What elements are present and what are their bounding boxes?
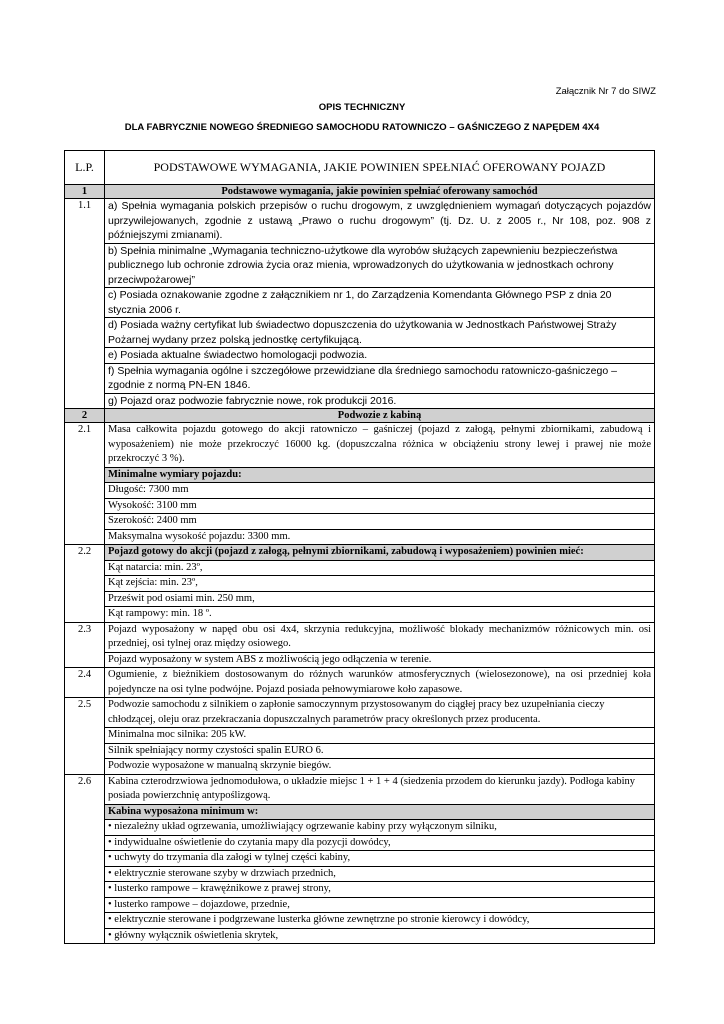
row-number: 2.6 xyxy=(65,774,105,944)
list-item xyxy=(65,820,655,836)
row-number: 1.1 xyxy=(65,199,105,409)
equipment-item: • lusterko rampowe – krawężnikowe z prawej strony, xyxy=(105,882,655,898)
requirement-cell: e) Posiada aktualne świadectwo homologacji podwozia. xyxy=(105,348,655,364)
table-row xyxy=(65,743,655,759)
requirement-cell: Długość: 7300 mm xyxy=(105,483,655,499)
list-item xyxy=(65,866,655,882)
requirement-cell: Masa całkowita pojazdu gotowego do akcji ratowniczo – gaśniczej (pojazd z załogą, pełnymi zbiornikami, zabudową i wyposażeniem) nie może przekroczyć 16000 kg. (dopuszczalna różnica w obciążeniu strony lewej i prawej nie może przekroczyć 3 %). xyxy=(105,423,655,468)
list-item xyxy=(65,897,655,913)
row-number: 2.4 xyxy=(65,668,105,698)
table-row xyxy=(65,622,655,652)
table-row xyxy=(65,804,655,820)
requirement-cell: a) Spełnia wymagania polskich przepisów o ruchu drogowym, z uwzględnieniem wymagań dotyczących pojazdów uprzywilejowanych, zgodnie z ustawą „Prawo o ruchu drogowym” (tj. Dz. U. z 2005 r., Nr 108, poz. 908 z późniejszymi zmianami). xyxy=(105,199,655,244)
list-item xyxy=(65,851,655,867)
table-row xyxy=(65,759,655,775)
requirement-cell: c) Posiada oznakowanie zgodne z załącznikiem nr 1, do Zarządzenia Komendanta Głównego PSP z dnia 20 stycznia 2006 r. xyxy=(105,288,655,318)
requirement-cell: Silnik spełniający normy czystości spalin EURO 6. xyxy=(105,743,655,759)
requirement-cell: d) Posiada ważny certyfikat lub świadectwo dopuszczenia do użytkowania w Jednostkach Państwowej Straży Pożarnej wydany przez polską jednostkę certyfikującą. xyxy=(105,318,655,348)
requirement-cell: Szerokość: 2400 mm xyxy=(105,514,655,530)
requirement-cell: Kąt natarcia: min. 23º, xyxy=(105,560,655,576)
table-header-row xyxy=(65,151,655,185)
table-row xyxy=(65,774,655,804)
row-number: 2.3 xyxy=(65,622,105,668)
table-row xyxy=(65,514,655,530)
table-row xyxy=(65,698,655,728)
subsection-title: Kabina wyposażona minimum w: xyxy=(105,804,655,820)
table-row xyxy=(65,652,655,668)
requirements-table xyxy=(64,150,655,944)
table-row xyxy=(65,243,655,288)
requirement-cell: Kąt zejścia: min. 23º, xyxy=(105,576,655,592)
row-number: 2.1 xyxy=(65,423,105,545)
table-row xyxy=(65,576,655,592)
table-row xyxy=(65,560,655,576)
column-requirements-header: PODSTAWOWE WYMAGANIA, JAKIE POWINIEN SPEŁNIAĆ OFEROWANY POJAZD xyxy=(105,151,655,185)
requirement-cell: Kąt rampowy: min. 18 º. xyxy=(105,607,655,623)
section-row xyxy=(65,409,655,423)
table-row xyxy=(65,483,655,499)
requirement-cell: g) Pojazd oraz podwozie fabrycznie nowe, rok produkcji 2016. xyxy=(105,393,655,409)
table-row xyxy=(65,348,655,364)
list-item xyxy=(65,913,655,929)
equipment-item: • niezależny układ ogrzewania, umożliwiający ogrzewanie kabiny przy wyłączonym silniku, xyxy=(105,820,655,836)
section-title: Podstawowe wymagania, jakie powinien spełniać oferowany samochód xyxy=(105,185,655,199)
requirement-cell: Minimalna moc silnika: 205 kW. xyxy=(105,728,655,744)
table-row xyxy=(65,423,655,468)
table-row xyxy=(65,467,655,483)
requirement-cell: Pojazd wyposażony w napęd obu osi 4x4, skrzynia redukcyjna, możliwość blokady mechanizmów różnicowych min. osi przedniej, osi tylnej oraz między osiowego. xyxy=(105,622,655,652)
requirement-cell: Kabina czterodrzwiowa jednomodułowa, o układzie miejsc 1 + 1 + 4 (siedzenia przodem do kierunku jazdy). Podłoga kabiny posiada powierzchnię antypoślizgową. xyxy=(105,774,655,804)
table-row xyxy=(65,728,655,744)
requirement-cell: Wysokość: 3100 mm xyxy=(105,498,655,514)
table-row xyxy=(65,545,655,561)
row-number: 2.2 xyxy=(65,545,105,623)
requirement-cell: Podwozie samochodu z silnikiem o zapłonie samoczynnym przystosowanym do ciągłej pracy bez uzupełniania cieczy chłodzącej, oleju oraz przekraczania dopuszczalnych parametrów pracy określonych przez producenta. xyxy=(105,698,655,728)
equipment-item: • elektrycznie sterowane i podgrzewane lusterka główne zewnętrzne po stronie kierowcy i dowódcy, xyxy=(105,913,655,929)
table-row xyxy=(65,393,655,409)
table-row xyxy=(65,288,655,318)
requirement-cell: Prześwit pod osiami min. 250 mm, xyxy=(105,591,655,607)
table-row xyxy=(65,529,655,545)
table-row xyxy=(65,668,655,698)
annex-label: Załącznik Nr 7 do SIWZ xyxy=(555,86,656,97)
table-row xyxy=(65,591,655,607)
section-title: Podwozie z kabiną xyxy=(105,409,655,423)
table-row xyxy=(65,318,655,348)
section-row xyxy=(65,185,655,199)
list-item xyxy=(65,835,655,851)
equipment-item: • lusterko rampowe – dojazdowe, przednie, xyxy=(105,897,655,913)
row-number: 2.5 xyxy=(65,698,105,775)
document-subtitle: DLA FABRYCZNIE NOWEGO ŚREDNIEGO SAMOCHODU RATOWNICZO – GAŚNICZEGO Z NAPĘDEM 4X4 xyxy=(124,122,600,133)
subsection-title: Minimalne wymiary pojazdu: xyxy=(105,467,655,483)
equipment-item: • uchwyty do trzymania dla załogi w tylnej części kabiny, xyxy=(105,851,655,867)
list-item xyxy=(65,928,655,944)
equipment-item: • indywidualne oświetlenie do czytania mapy dla pozycji dowódcy, xyxy=(105,835,655,851)
section-number: 2 xyxy=(65,409,105,423)
table-row xyxy=(65,199,655,244)
column-lp-header: L.P. xyxy=(65,151,105,185)
table-row xyxy=(65,607,655,623)
equipment-item: • elektrycznie sterowane szyby w drzwiach przednich, xyxy=(105,866,655,882)
requirement-cell: f) Spełnia wymagania ogólne i szczegółowe przewidziane dla średniego samochodu ratowniczo-gaśniczego – zgodnie z normą PN-EN 1846. xyxy=(105,363,655,393)
requirement-cell: Podwozie wyposażone w manualną skrzynie biegów. xyxy=(105,759,655,775)
table-row xyxy=(65,363,655,393)
table-row xyxy=(65,498,655,514)
document-title: OPIS TECHNICZNY xyxy=(318,102,406,113)
equipment-item: • główny wyłącznik oświetlenia skrytek, xyxy=(105,928,655,944)
requirement-cell: b) Spełnia minimalne „Wymagania techniczno-użytkowe dla wyrobów służących zapewnieniu bezpieczeństwa publicznego lub ochronie zdrowia życia oraz mienia, wprowadzonych do użytkowania w jednostkach ochrony przeciwpożarowej” xyxy=(105,243,655,288)
subsection-title: Pojazd gotowy do akcji (pojazd z załogą, pełnymi zbiornikami, zabudową i wyposażeniem) powinien mieć: xyxy=(105,545,655,561)
requirement-cell: Maksymalna wysokość pojazdu: 3300 mm. xyxy=(105,529,655,545)
section-number: 1 xyxy=(65,185,105,199)
requirement-cell: Ogumienie, z bieżnikiem dostosowanym do różnych warunków atmosferycznych (wielosezonowe), na osi przedniej koła pojedyncze na osi tylne podwójne. Pojazd posiada pełnowymiarowe koło zapasowe. xyxy=(105,668,655,698)
list-item xyxy=(65,882,655,898)
requirement-cell: Pojazd wyposażony w system ABS z możliwością jego odłączenia w terenie. xyxy=(105,652,655,668)
